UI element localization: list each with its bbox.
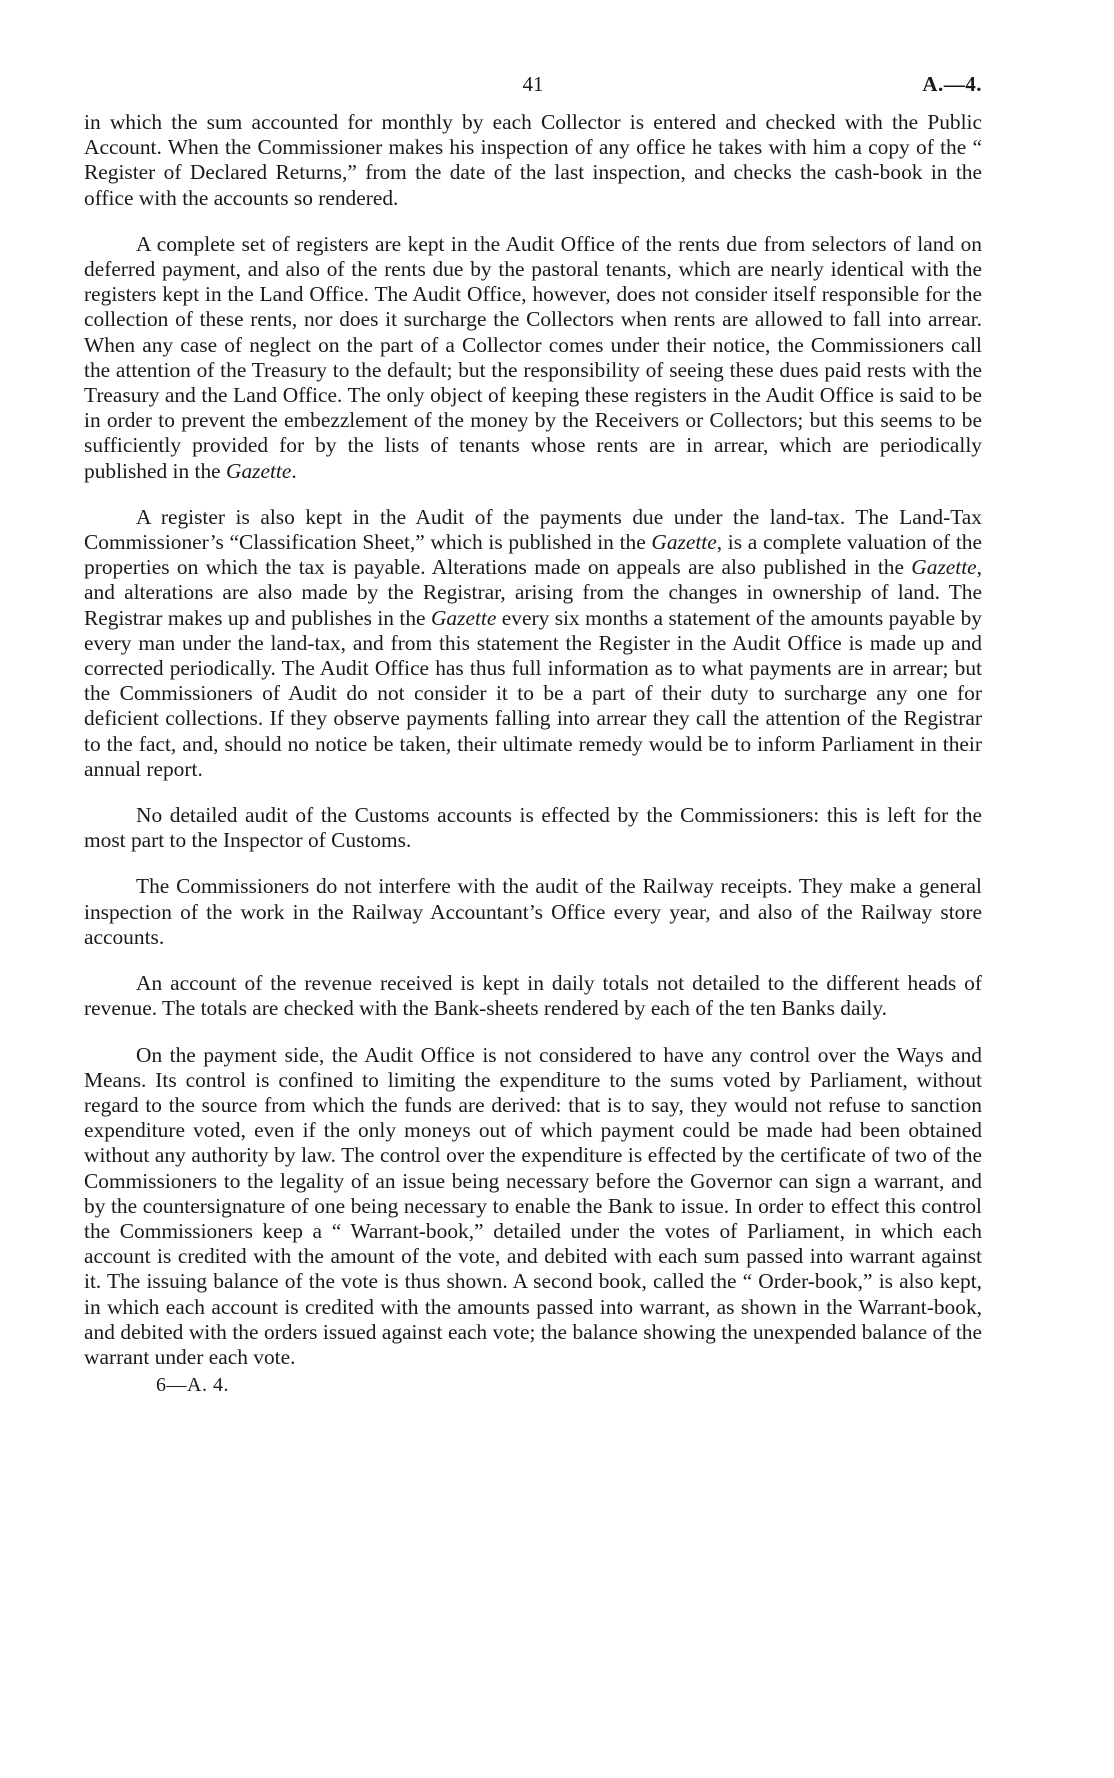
paragraph-payment-side: On the payment side, the Audit Office is not considered to have any control over the Ways and Means. Its control is confined to limiting the expenditure to the sums voted by Parliament, without regard to the source from which the funds are derived: that is to say, they would not refuse to sanction expenditure voted, even if the only moneys out of which payment could be made had been obtained without any authority by law. The control over the expenditure is effected by the certificate of two of the Commissioners to the legality of an issue being necessary before the Governor can sign a warrant, and by the countersignature of one being necessary to enable the Bank to issue. In order to effect this control the Commissioners keep a “ Warrant-book,” detailed under the votes of Parliament, in which each account is credited with the amount of the vote, and debited with each sum passed into warrant against it. The issuing balance of the vote is thus shown. A second book, called the “ Order-book,” is also kept, in which each account is credited with the amounts passed into warrant, as shown in the Warrant-book, and debited with the orders issued against each vote; the balance showing the unexpended balance of the warrant under each vote.	[84, 1042, 982, 1369]
document-reference: A.—4.	[922, 72, 982, 96]
page-header	[84, 72, 982, 106]
paragraph-rent-registers: A complete set of registers are kept in the Audit Office of the rents due from selectors of land on deferred payment, and also of the rents due by the pastoral tenants, which are nearly identical with the registers kept in the Land Office. The Audit Office, however, does not consider itself responsible for the collection of these rents, nor does it surcharge the Collectors when rents are allowed to fall into arrear. When any case of neglect on the part of a Collector comes under their notice, the Commissioners call the attention of the Treasury to the default; but the responsibility of seeing these dues paid rests with the Treasury and the Land Office. The only object of keeping these registers in the Audit Office is said to be in order to prevent the embezzlement of the money by the Receivers or Collectors; but this seems to be sufficiently provided for by the lists of tenants whose rents are in arrear, which are periodically published in the Gazette.	[84, 231, 982, 483]
paragraph-land-tax-register: A register is also kept in the Audit of the payments due under the land-tax. The Land-Tax Commissioner’s “Classification Sheet,” which is published in the Gazette, is a complete valuation of the properties on which the tax is payable. Alterations made on appeals are also published in the Gazette, and alterations are also made by the Registrar, arising from the changes in ownership of land. The Registrar makes up and publishes in the Gazette every six months a statement of the amounts payable by every man under the land-tax, and from this statement the Register in the Audit Office is made up and corrected periodically. The Audit Office has thus full information as to what payments are in arrear; but the Commissioners of Audit do not consider it to be a part of their duty to surcharge any one for deficient collections. If they observe payments falling into arrear they call the attention of the Registrar to the fact, and, should no notice be taken, their ultimate remedy would be to inform Parliament in their annual report.	[84, 504, 982, 781]
paragraph-customs-audit: No detailed audit of the Customs accounts is effected by the Commissioners: this is left for the most part to the Inspector of Customs.	[84, 803, 982, 853]
gazette-title: Gazette	[430, 605, 497, 630]
gazette-title: Gazette	[651, 530, 717, 555]
page-number: 41	[522, 72, 544, 96]
printer-signature-mark: 6—A. 4.	[156, 1374, 229, 1397]
paragraph-revenue-account: An account of the revenue received is kept in daily totals not detailed to the different heads of revenue. The totals are checked with the Bank-sheets rendered by each of the ten Banks daily.	[84, 971, 982, 1021]
document-page	[84, 72, 982, 1397]
gazette-title: Gazette	[226, 458, 292, 483]
paragraph-continuation: in which the sum accounted for monthly by each Collector is entered and checked with the Public Account. When the Commissioner makes his inspection of any office he takes with him a copy of the “ Register of Declared Returns,” from the date of the last inspection, and checks the cash-book in the office with the accounts so rendered.	[84, 110, 982, 210]
paragraph-railway-receipts: The Commissioners do not interfere with the audit of the Railway receipts. They make a general inspection of the work in the Railway Accountant’s Office every year, and also of the Railway store accounts.	[84, 874, 982, 949]
gazette-title: Gazette	[911, 555, 977, 580]
